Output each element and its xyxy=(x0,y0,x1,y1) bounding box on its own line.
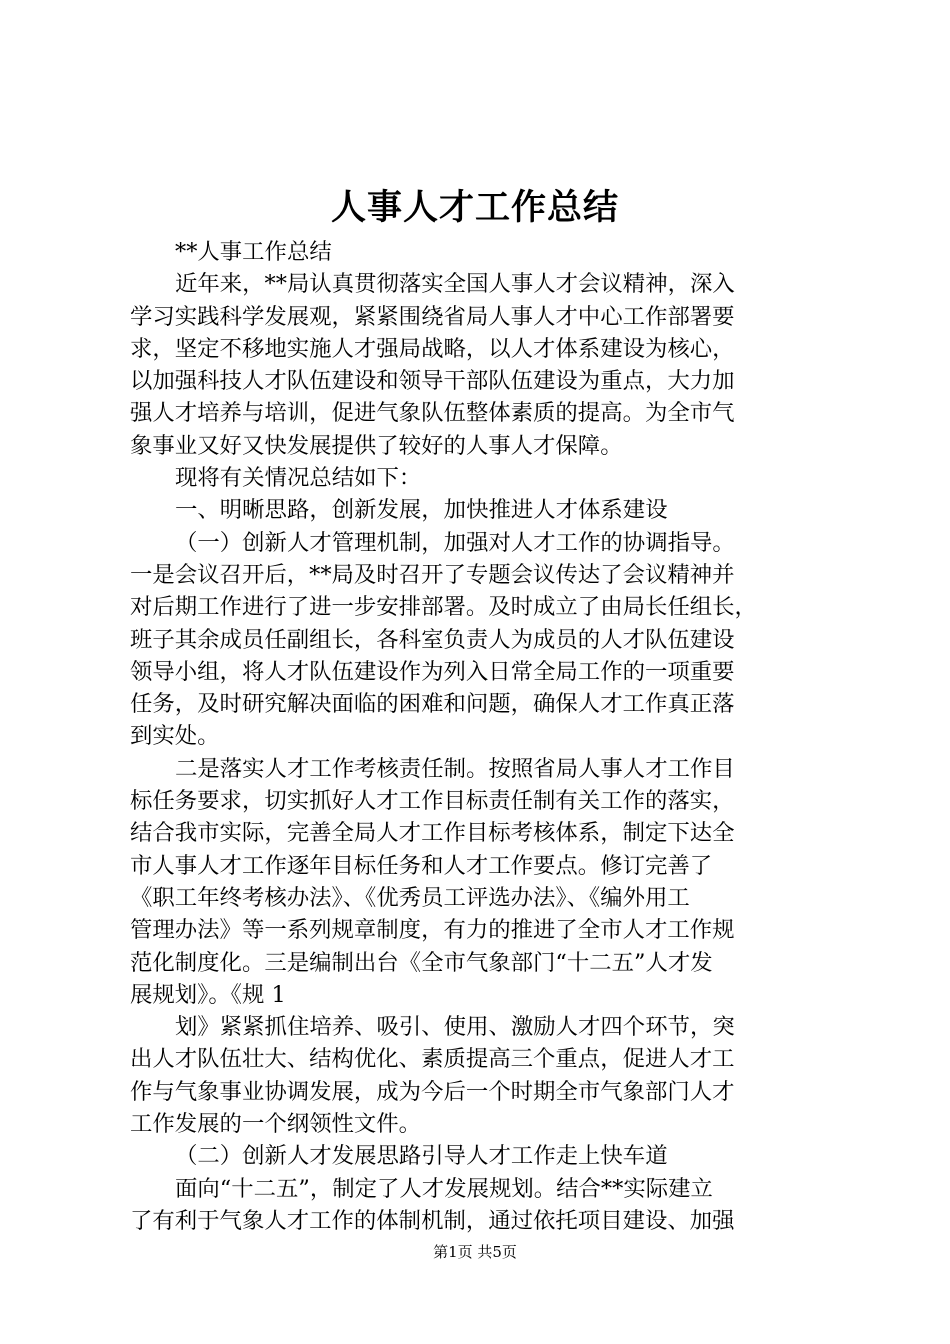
paragraph-line: 以加强科技人才队伍建设和领导干部队伍建设为重点，大力加 xyxy=(130,368,735,395)
page-footer: 第1页 共5页 xyxy=(433,1243,517,1261)
paragraph-line: 出人才队伍壮大、结构优化、素质提高三个重点，促进人才工 xyxy=(130,1046,735,1073)
paragraph-line: （二）创新人才发展思路引导人才工作走上快车道 xyxy=(175,1143,668,1170)
paragraph-line: 作与气象事业协调发展，成为今后一个时期全市气象部门人才 xyxy=(130,1078,735,1105)
paragraph-line: 《职工年终考核办法》、《优秀员工评选办法》、《编外用工 xyxy=(130,884,690,911)
paragraph-line: 领导小组，将人才队伍建设作为列入日常全局工作的一项重要 xyxy=(130,658,735,685)
paragraph-line: 象事业又好又快发展提供了较好的人事人才保障。 xyxy=(130,432,623,459)
paragraph-line: 了有利于气象人才工作的体制机制，通过依托项目建设、加强 xyxy=(130,1207,735,1234)
document-body xyxy=(130,236,830,1237)
paragraph-line: 展规划》。《规 1 xyxy=(130,981,286,1008)
paragraph-line: 强人才培养与培训，促进气象队伍整体素质的提高。为全市气 xyxy=(130,400,735,427)
paragraph-line: 市人事人才工作逐年目标任务和人才工作要点。修订完善了 xyxy=(130,852,713,879)
paragraph-line: 一是会议召开后，**局及时召开了专题会议传达了会议精神并 xyxy=(130,561,735,588)
paragraph-line: 学习实践科学发展观，紧紧围绕省局人事人才中心工作部署要 xyxy=(130,303,735,330)
paragraph-line: 班子其余成员任副组长，各科室负责人为成员的人才队伍建设 xyxy=(130,626,735,653)
paragraph-line: 标任务要求，切实抓好人才工作目标责任制有关工作的落实， xyxy=(130,788,735,815)
paragraph-line: **人事工作总结 xyxy=(175,239,332,265)
paragraph-line: 管理办法》等一系列规章制度，有力的推进了全市人才工作规 xyxy=(130,917,735,944)
paragraph-line: 二是落实人才工作考核责任制。按照省局人事人才工作目 xyxy=(175,755,735,782)
paragraph-line: 结合我市实际，完善全局人才工作目标考核体系，制定下达全 xyxy=(130,820,735,847)
paragraph-line: 现将有关情况总结如下： xyxy=(175,465,422,492)
paragraph-line: 面向“十二五”，制定了人才发展规划。结合**实际建立 xyxy=(175,1175,713,1202)
paragraph-line: 任务，及时研究解决面临的困难和问题，确保人才工作真正落 xyxy=(130,691,735,718)
paragraph-line: 对后期工作进行了进一步安排部署。及时成立了由局长任组长， xyxy=(130,594,757,621)
paragraph-line: 工作发展的一个纲领性文件。 xyxy=(130,1111,422,1138)
paragraph-line: （一）创新人才管理机制，加强对人才工作的协调指导。 xyxy=(175,529,735,556)
document-title: 人事人才工作总结 xyxy=(330,187,619,228)
paragraph-line: 求，坚定不移地实施人才强局战略，以人才体系建设为核心， xyxy=(130,335,735,362)
paragraph-line: 一、明晰思路，创新发展，加快推进人才体系建设 xyxy=(175,497,668,524)
paragraph-line: 范化制度化。三是编制出台《全市气象部门“十二五”人才发 xyxy=(130,949,713,976)
paragraph-line: 近年来，**局认真贯彻落实全国人事人才会议精神，深入 xyxy=(175,271,735,298)
paragraph-line: 到实处。 xyxy=(130,723,220,750)
paragraph-line: 划》紧紧抓住培养、吸引、使用、激励人才四个环节，突 xyxy=(175,1014,735,1041)
